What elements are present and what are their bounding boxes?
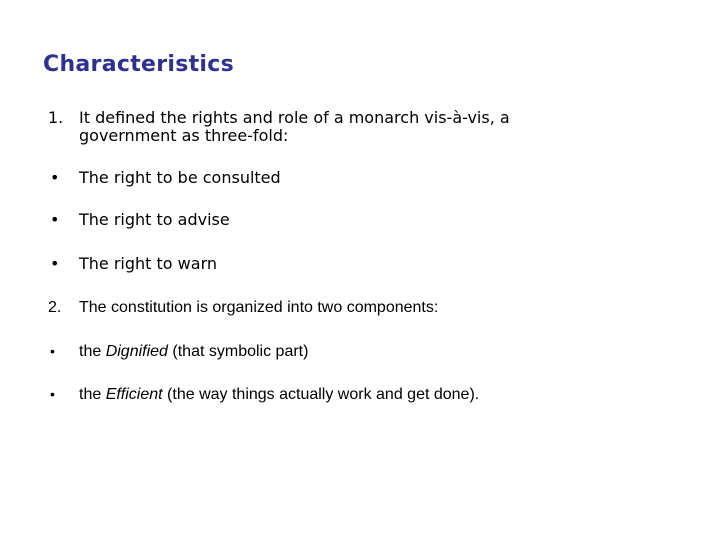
bullet-icon: • (50, 386, 55, 402)
sub-bullet-suffix: (the way things actually work and get done). (162, 386, 480, 403)
bullet-item-consulted (50, 169, 281, 187)
bullet-icon: • (50, 254, 60, 273)
bullet-item-advise (50, 211, 230, 229)
sub-bullet-suffix: (that symbolic part) (167, 343, 309, 360)
item-number: 2. (48, 299, 62, 316)
bullet-icon: • (50, 168, 60, 187)
bullet-text: The right to warn (79, 254, 217, 273)
sub-bullet-dignified (50, 342, 308, 361)
numbered-item-1 (48, 109, 510, 145)
sub-bullet-prefix: the (79, 343, 106, 360)
bullet-icon: • (50, 343, 55, 359)
bullet-text: The right to be consulted (79, 168, 281, 187)
slide-title: Characteristics (43, 52, 235, 77)
bullet-item-warn (50, 255, 217, 273)
item-text: The constitution is organized into two components: (79, 299, 439, 316)
sub-bullet-efficient (50, 385, 479, 404)
bullet-icon: • (50, 210, 60, 229)
numbered-item-2 (48, 298, 438, 317)
item-number: 1. (48, 108, 64, 127)
sub-bullet-prefix: the (79, 386, 106, 403)
item-text-line-1: It defined the rights and role of a monarch vis-à-vis, a (79, 108, 510, 127)
item-text-line-2: government as three-fold: (79, 126, 289, 145)
sub-bullet-emphasis: Efficient (105, 386, 163, 403)
bullet-text: The right to advise (79, 210, 230, 229)
sub-bullet-emphasis: Dignified (105, 343, 168, 360)
